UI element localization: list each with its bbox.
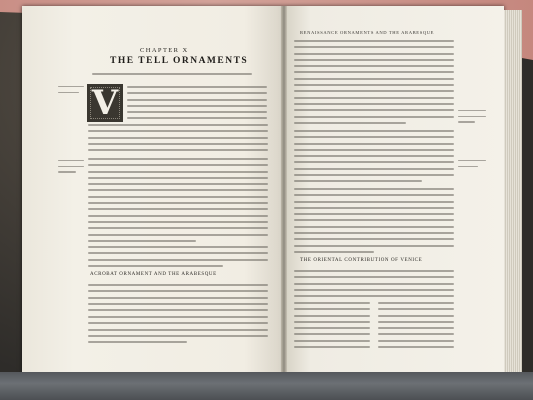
running-head: RENAISSANCE ORNAMENTS AND THE ARABESQUE: [300, 30, 435, 35]
right-paragraph-4: [294, 270, 454, 301]
right-paragraph-1: [294, 40, 454, 128]
left-paragraph-5: [88, 316, 268, 347]
right-section-heading: THE ORIENTAL CONTRIBUTION OF VENICE: [300, 258, 423, 263]
left-paragraph-1a: [127, 86, 267, 124]
left-section-heading: ACROBAT ORNAMENT AND THE ARABESQUE: [90, 272, 217, 277]
left-paragraph-2: [88, 158, 268, 246]
right-margin-note-2: [458, 160, 486, 171]
right-margin-note-1: [458, 110, 486, 127]
left-subhead-rule: [92, 73, 252, 79]
chapter-number: CHAPTER X: [140, 47, 189, 54]
left-margin-note-2: [58, 160, 84, 177]
left-margin-note-1: [58, 86, 84, 97]
dropcap-letter: V: [91, 83, 119, 123]
right-paragraph-2: [294, 130, 454, 187]
illuminated-dropcap: [87, 84, 123, 122]
right-column-right: [378, 302, 454, 352]
left-paragraph-4: [88, 284, 268, 315]
page-edges: [504, 10, 522, 374]
right-paragraph-3: [294, 188, 454, 257]
lap-foreground: [0, 372, 533, 400]
left-paragraph-1b: [88, 124, 268, 155]
book-gutter: [281, 6, 287, 378]
chapter-title: THE TELL ORNAMENTS: [110, 56, 249, 66]
right-column-left: [294, 302, 370, 352]
left-paragraph-3: [88, 246, 268, 271]
